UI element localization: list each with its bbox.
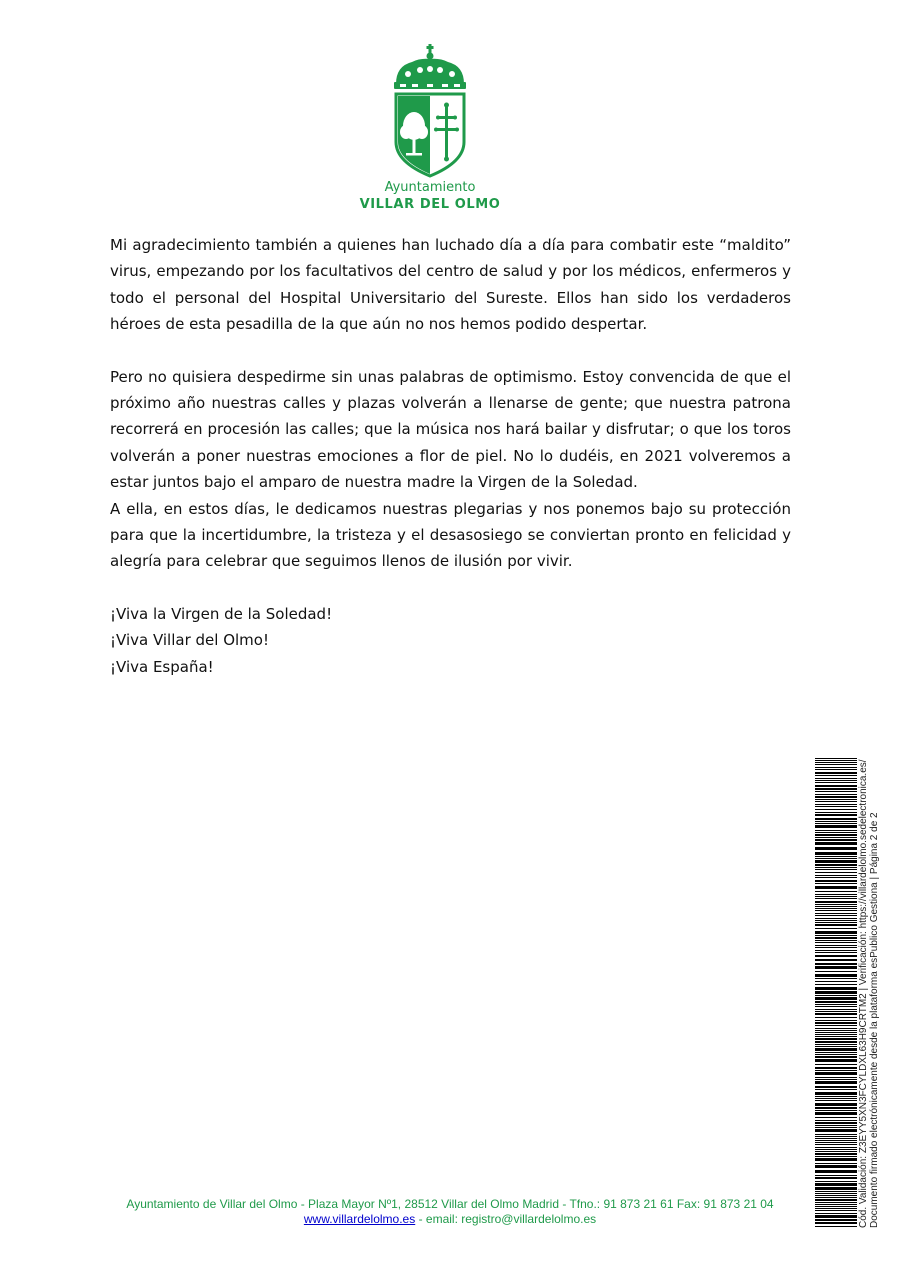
closing-cheers (110, 601, 791, 680)
barcode-bar (815, 809, 857, 810)
barcode-bar (815, 1011, 857, 1012)
barcode-bar (815, 858, 857, 859)
barcode-bar (815, 804, 857, 805)
barcode-bar (815, 814, 857, 816)
barcode-bar (815, 913, 857, 914)
barcode-bar (815, 796, 857, 798)
barcode-bar (815, 1103, 857, 1106)
barcode-bar (815, 812, 857, 813)
cheer-2: ¡Viva Villar del Olmo! (110, 631, 269, 650)
barcode-bar (815, 1001, 857, 1003)
barcode-bar (815, 937, 857, 939)
barcode-bar (815, 1210, 857, 1211)
barcode-bar (815, 1144, 857, 1145)
barcode-bar (815, 901, 857, 903)
barcode-bar (815, 1086, 857, 1088)
barcode-bar (815, 987, 857, 990)
verification-text (858, 759, 880, 1228)
barcode-bar (815, 1147, 857, 1148)
barcode-bar (815, 764, 857, 765)
barcode-bar (815, 1226, 857, 1227)
barcode-bar (815, 920, 857, 921)
barcode-bar (815, 1183, 857, 1186)
barcode-bar (815, 1222, 857, 1224)
barcode-bar (815, 1138, 857, 1139)
barcode-bar (815, 1120, 857, 1121)
barcode-bar (815, 1041, 857, 1043)
barcode-bar (815, 780, 857, 781)
barcode-bar (815, 894, 857, 895)
barcode-bar (815, 935, 857, 936)
barcode-bar (815, 1206, 857, 1207)
barcode-bar (815, 821, 857, 822)
verification-line-1: Cód. Validación: Z3EYY5XN3FCYLDXL63H9CRTM2 | Verificación: https://villardelolmo.sedelectronica.es/ (858, 759, 869, 1228)
barcode-bar (815, 1048, 857, 1051)
barcode-bar (815, 842, 857, 845)
barcode-bar (815, 880, 857, 882)
barcode-bar (815, 785, 857, 787)
barcode-bar (815, 1149, 857, 1150)
validation-barcode (815, 758, 857, 1228)
barcode-bar (815, 1100, 857, 1101)
barcode-bar (815, 981, 857, 982)
barcode-bar (815, 758, 857, 759)
barcode-bar (815, 1006, 857, 1007)
footer-email: - email: registro@villardelolmo.es (415, 1212, 597, 1226)
municipal-logo (330, 44, 530, 213)
barcode-bar (815, 1092, 857, 1095)
barcode-bar (815, 1064, 857, 1065)
barcode-bar (815, 966, 857, 969)
barcode-bar (815, 799, 857, 800)
barcode-bar (815, 867, 857, 868)
barcode-bar (815, 1129, 857, 1132)
barcode-bar (815, 1127, 857, 1128)
barcode-bar (815, 1158, 857, 1161)
barcode-bar (815, 823, 857, 824)
barcode-bar (815, 1191, 857, 1192)
barcode-bar (815, 1202, 857, 1203)
barcode-bar (815, 1030, 857, 1031)
barcode-bar (815, 1134, 857, 1135)
barcode-bar (815, 1081, 857, 1084)
barcode-bar (815, 984, 857, 985)
barcode-bar (815, 1059, 857, 1062)
barcode-bar (815, 769, 857, 770)
coat-of-arms-icon (390, 44, 470, 178)
barcode-bar (815, 1046, 857, 1047)
barcode-bar (815, 1034, 857, 1035)
barcode-bar (815, 971, 857, 972)
barcode-bar (815, 1004, 857, 1005)
barcode-bar (815, 872, 857, 873)
barcode-bar (815, 1151, 857, 1152)
barcode-bar (815, 974, 857, 977)
barcode-bar (815, 947, 857, 948)
barcode-bar (815, 782, 857, 783)
barcode-bar (815, 886, 857, 889)
barcode-bar (815, 791, 857, 792)
barcode-bar (815, 839, 857, 841)
barcode-bar (815, 1013, 857, 1015)
barcode-bar (815, 1052, 857, 1053)
barcode-bar (815, 918, 857, 919)
verification-line-2: Documento firmado electrónicamente desde la plataforma esPublico Gestiona | Página 2 de 2 (869, 812, 880, 1228)
barcode-bar (815, 910, 857, 911)
barcode-bar (815, 928, 857, 929)
barcode-bar (815, 1219, 857, 1221)
barcode-bar (815, 1140, 857, 1141)
barcode-bar (815, 1177, 857, 1179)
barcode-bar (815, 1112, 857, 1115)
barcode-bar (815, 772, 857, 774)
barcode-bar (815, 1170, 857, 1173)
barcode-bar (815, 869, 857, 870)
barcode-bar (815, 896, 857, 897)
barcode-bar (815, 942, 857, 943)
barcode-bar (815, 1142, 857, 1143)
barcode-bar (815, 852, 857, 855)
barcode-bar (815, 794, 857, 795)
barcode-bar (815, 1044, 857, 1045)
barcode-bar (815, 1187, 857, 1190)
barcode-bar (815, 1079, 857, 1080)
barcode-bar (815, 875, 857, 876)
barcode-bar (815, 1107, 857, 1109)
barcode-bar (815, 832, 857, 833)
barcode-bar (815, 955, 857, 957)
barcode-bar (815, 1136, 857, 1137)
logo-title-line2: VILLAR DEL OLMO (359, 197, 501, 212)
barcode-bar (815, 806, 857, 807)
barcode-bar (815, 1032, 857, 1033)
barcode-bar (815, 1117, 857, 1118)
barcode-bar (815, 830, 857, 831)
footer-address: Ayuntamiento de Villar del Olmo - Plaza Mayor Nº1, 28512 Villar del Olmo Madrid - Tfno.: 91 873 21 61 Fax: 91 873 21 04 (126, 1197, 774, 1211)
page-footer (100, 1197, 800, 1227)
barcode-bar (815, 864, 857, 866)
barcode-bar (815, 1199, 857, 1201)
paragraph-1: Mi agradecimiento también a quienes han luchado día a día para combatir este “maldito” virus, empezando por los facultativos del centro de salud y por los médicos, enfermeros y todo el personal del Hospital Universitario del Sureste. Ellos han sido los verdaderos héroes de esta pesadilla de la que aún no nos hemos podido despertar. (110, 236, 791, 334)
barcode-bar (815, 1163, 857, 1164)
barcode-bar (815, 1077, 857, 1078)
barcode-bar (815, 1056, 857, 1058)
barcode-bar (815, 877, 857, 878)
barcode-bar (815, 1153, 857, 1155)
barcode-bar (815, 959, 857, 961)
barcode-bar (815, 906, 857, 907)
barcode-bar (815, 898, 857, 899)
barcode-bar (815, 997, 857, 1000)
barcode-bar (815, 978, 857, 979)
barcode-bar (815, 1156, 857, 1157)
barcode-bar (815, 1215, 857, 1218)
barcode-bar (815, 945, 857, 946)
letter-body (110, 232, 791, 680)
footer-contact (100, 1212, 800, 1227)
barcode-bar (815, 952, 857, 953)
barcode-bar (815, 1025, 857, 1026)
barcode-bar (815, 778, 857, 779)
barcode-bar (815, 860, 857, 863)
barcode-bar (815, 856, 857, 857)
barcode-bar (815, 995, 857, 996)
barcode-bar (815, 904, 857, 905)
barcode-bar (815, 1067, 857, 1069)
barcode-bar (815, 1204, 857, 1205)
barcode-bar (815, 818, 857, 820)
barcode-bar (815, 1193, 857, 1194)
barcode-bar (815, 1096, 857, 1097)
paragraph-2: Pero no quisiera despedirme sin unas palabras de optimismo. Estoy convencida de que el próximo año nuestras calles y plazas volverán a llenarse de gente; que nuestra patrona recorrerá en procesión las calles; que la música nos hará bailar y disfrutar; o que los toros volverán a poner nuestras emociones a flor de piel. No lo dudéis, en 2021 volveremos a estar juntos bajo el amparo de nuestra madre la Virgen de la Soledad. (110, 367, 791, 492)
barcode-bar (815, 760, 857, 761)
barcode-bar (815, 788, 857, 790)
cheer-1: ¡Viva la Virgen de la Soledad! (110, 604, 333, 623)
barcode-bar (815, 1125, 857, 1126)
barcode-bar (815, 1098, 857, 1099)
barcode-bar (815, 908, 857, 909)
barcode-bar (815, 1017, 857, 1018)
barcode-bar (815, 1181, 857, 1182)
barcode-bar (815, 1020, 857, 1021)
barcode-bar (815, 1089, 857, 1090)
barcode-bar (815, 1208, 857, 1209)
barcode-bar (815, 950, 857, 951)
logo-title-line1: Ayuntamiento (384, 180, 476, 195)
barcode-bar (815, 1070, 857, 1071)
barcode-bar (815, 922, 857, 923)
barcode-bar (815, 767, 857, 768)
barcode-bar (815, 801, 857, 802)
cheer-3: ¡Viva España! (110, 657, 214, 676)
barcode-bar (815, 837, 857, 838)
barcode-bar (815, 1072, 857, 1075)
barcode-bar (815, 915, 857, 916)
barcode-bar (815, 1213, 857, 1214)
barcode-bar (815, 847, 857, 850)
barcode-bar (815, 1110, 857, 1111)
barcode-bar (815, 883, 857, 884)
barcode-bar (815, 1122, 857, 1124)
website-link[interactable]: www.villardelolmo.es (303, 1212, 416, 1226)
barcode-bar (815, 1054, 857, 1055)
barcode-bar (815, 1009, 857, 1010)
barcode-bar (815, 825, 857, 828)
barcode-bar (815, 1038, 857, 1040)
barcode-bar (815, 834, 857, 836)
barcode-bar (815, 1022, 857, 1024)
barcode-bar (815, 891, 857, 892)
barcode-bar (815, 1165, 857, 1168)
barcode-bar (815, 963, 857, 965)
paragraph-3: A ella, en estos días, le dedicamos nuestras plegarias y nos ponemos bajo su protección para que la incertidumbre, la tristeza y el desasosiego se conviertan pronto en felicidad y alegría para celebrar que seguimos llenos de ilusión por vivir. (110, 499, 791, 571)
barcode-bar (815, 1036, 857, 1037)
barcode-bar (815, 1195, 857, 1196)
barcode-bar (815, 1175, 857, 1176)
barcode-bar (815, 924, 857, 926)
barcode-bar (815, 931, 857, 934)
barcode-bar (815, 1028, 857, 1029)
barcode-bar (815, 991, 857, 994)
barcode-bar (815, 940, 857, 941)
barcode-bar (815, 775, 857, 776)
barcode-bar (815, 762, 857, 763)
barcode-bar (815, 1197, 857, 1198)
